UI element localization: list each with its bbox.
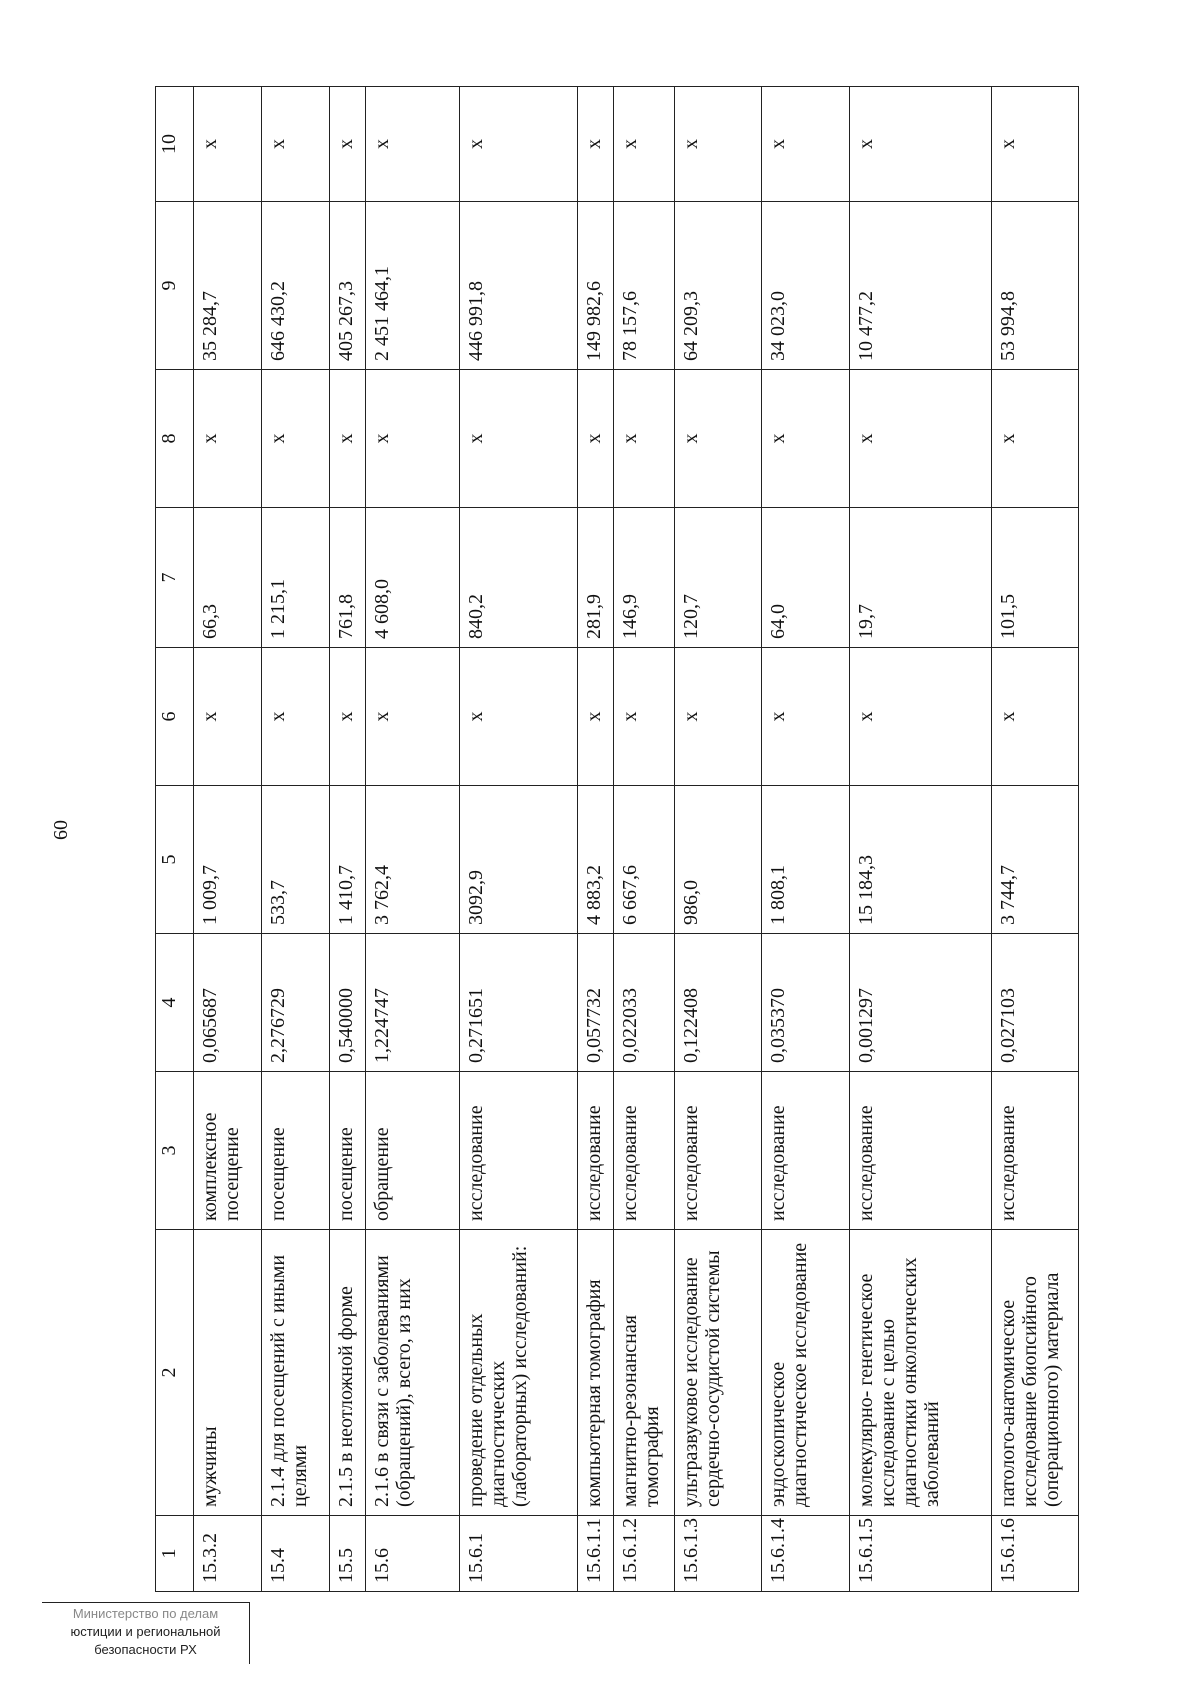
- table-row: [613, 87, 674, 1592]
- table-cell-col-6: х: [194, 648, 262, 786]
- table-cell-col-10: х: [674, 87, 761, 202]
- table-cell-col-5: 1 808,1: [762, 786, 849, 934]
- table-cell-col-1: 15.6.1.5: [849, 1516, 991, 1592]
- header-col-3: 3: [156, 1072, 194, 1230]
- table-cell-col-2: мужчины: [194, 1230, 262, 1516]
- table-cell-col-4: 0,035370: [762, 934, 849, 1072]
- table-cell-col-1: 15.3.2: [194, 1516, 262, 1592]
- table-cell-col-1: 15.6: [365, 1516, 459, 1592]
- table-row: [459, 87, 577, 1592]
- table-cell-col-2: 2.1.6 в связи с заболеваниями (обращений), всего, из них: [365, 1230, 459, 1516]
- stamp-line-1: Министерство по делам: [72, 1606, 219, 1621]
- table-cell-col-2: компьютерная томография: [577, 1230, 613, 1516]
- table-cell-col-10: х: [365, 87, 459, 202]
- table-cell-col-6: х: [674, 648, 761, 786]
- table-cell-col-9: 149 982,6: [577, 202, 613, 370]
- table-cell-col-10: х: [261, 87, 329, 202]
- table-cell-col-2: 2.1.5 в неотложной форме: [329, 1230, 365, 1516]
- header-col-4: 4: [156, 934, 194, 1072]
- table-cell-col-2: молекулярно- генетическое исследование с целью диагностики онкологических заболеваний: [849, 1230, 991, 1516]
- table-cell-col-7: 146,9: [613, 508, 674, 648]
- rotated-table-container: [155, 87, 1079, 1592]
- table-row: [329, 87, 365, 1592]
- table-body: [156, 87, 1079, 1592]
- table-cell-col-10: х: [459, 87, 577, 202]
- table-cell-col-7: 840,2: [459, 508, 577, 648]
- table-row: [762, 87, 849, 1592]
- table-cell-col-5: 986,0: [674, 786, 761, 934]
- table-cell-col-10: х: [849, 87, 991, 202]
- table-cell-col-9: 64 209,3: [674, 202, 761, 370]
- table-cell-col-9: 405 267,3: [329, 202, 365, 370]
- table-cell-col-4: 0,065687: [194, 934, 262, 1072]
- table-cell-col-10: х: [762, 87, 849, 202]
- table-cell-col-10: х: [613, 87, 674, 202]
- table-cell-col-8: х: [577, 370, 613, 508]
- table-cell-col-4: 0,022033: [613, 934, 674, 1072]
- table-cell-col-4: 0,057732: [577, 934, 613, 1072]
- table-row: [365, 87, 459, 1592]
- header-col-6: 6: [156, 648, 194, 786]
- table-cell-col-8: х: [365, 370, 459, 508]
- table-cell-col-3: исследование: [991, 1072, 1078, 1230]
- table-cell-col-1: 15.6.1.1: [577, 1516, 613, 1592]
- table-cell-col-10: х: [991, 87, 1078, 202]
- table-cell-col-6: х: [261, 648, 329, 786]
- table-row: [849, 87, 991, 1592]
- table-cell-col-5: 1 009,7: [194, 786, 262, 934]
- table-cell-col-10: х: [329, 87, 365, 202]
- table-cell-col-8: х: [991, 370, 1078, 508]
- table-cell-col-8: х: [674, 370, 761, 508]
- table-cell-col-9: 78 157,6: [613, 202, 674, 370]
- table-cell-col-7: 19,7: [849, 508, 991, 648]
- table-cell-col-8: х: [762, 370, 849, 508]
- table-cell-col-5: 3 744,7: [991, 786, 1078, 934]
- table-cell-col-5: 1 410,7: [329, 786, 365, 934]
- stamp-line-3: безопасности РХ: [94, 1642, 197, 1657]
- table-cell-col-3: исследование: [762, 1072, 849, 1230]
- table-cell-col-4: 1,224747: [365, 934, 459, 1072]
- table-cell-col-5: 15 184,3: [849, 786, 991, 934]
- header-col-9: 9: [156, 202, 194, 370]
- table-cell-col-3: посещение: [261, 1072, 329, 1230]
- table-cell-col-6: х: [613, 648, 674, 786]
- header-row: [156, 87, 194, 1592]
- header-col-7: 7: [156, 508, 194, 648]
- table-cell-col-3: исследование: [577, 1072, 613, 1230]
- header-col-2: 2: [156, 1230, 194, 1516]
- table-cell-col-5: 533,7: [261, 786, 329, 934]
- header-col-5: 5: [156, 786, 194, 934]
- header-col-1: 1: [156, 1516, 194, 1592]
- table-row: [991, 87, 1078, 1592]
- table-cell-col-1: 15.6.1: [459, 1516, 577, 1592]
- table-cell-col-6: х: [762, 648, 849, 786]
- table-cell-col-3: исследование: [674, 1072, 761, 1230]
- table-cell-col-1: 15.5: [329, 1516, 365, 1592]
- table-cell-col-2: эндоскопическое диагностическое исследование: [762, 1230, 849, 1516]
- table-cell-col-9: 446 991,8: [459, 202, 577, 370]
- table-cell-col-4: 2,276729: [261, 934, 329, 1072]
- table-cell-col-4: 0,122408: [674, 934, 761, 1072]
- table-cell-col-1: 15.6.1.3: [674, 1516, 761, 1592]
- table-cell-col-7: 120,7: [674, 508, 761, 648]
- table-cell-col-1: 15.6.1.2: [613, 1516, 674, 1592]
- table-cell-col-2: 2.1.4 для посещений с иными целями: [261, 1230, 329, 1516]
- table-cell-col-8: х: [194, 370, 262, 508]
- table-cell-col-7: 64,0: [762, 508, 849, 648]
- ministry-stamp: [42, 1602, 250, 1664]
- table-cell-col-3: обращение: [365, 1072, 459, 1230]
- table-cell-col-2: ультразвуковое исследование сердечно-сосудистой системы: [674, 1230, 761, 1516]
- header-col-10: 10: [156, 87, 194, 202]
- table-cell-col-9: 35 284,7: [194, 202, 262, 370]
- table-cell-col-5: 4 883,2: [577, 786, 613, 934]
- table-cell-col-3: исследование: [613, 1072, 674, 1230]
- table-row: [674, 87, 761, 1592]
- table-cell-col-2: магнитно-резонансная томография: [613, 1230, 674, 1516]
- table-cell-col-6: х: [329, 648, 365, 786]
- table-cell-col-8: х: [329, 370, 365, 508]
- table-cell-col-5: 6 667,6: [613, 786, 674, 934]
- table-cell-col-8: х: [459, 370, 577, 508]
- table-cell-col-7: 1 215,1: [261, 508, 329, 648]
- table-cell-col-5: 3 762,4: [365, 786, 459, 934]
- table-row: [577, 87, 613, 1592]
- table-cell-col-6: х: [577, 648, 613, 786]
- table-cell-col-6: х: [459, 648, 577, 786]
- table-cell-col-8: х: [261, 370, 329, 508]
- table-cell-col-2: патолого-анатомическое исследование биопсийного (операционного) материала: [991, 1230, 1078, 1516]
- table-cell-col-7: 761,8: [329, 508, 365, 648]
- table-cell-col-9: 2 451 464,1: [365, 202, 459, 370]
- table-cell-col-7: 281,9: [577, 508, 613, 648]
- table-cell-col-1: 15.4: [261, 1516, 329, 1592]
- table-cell-col-1: 15.6.1.6: [991, 1516, 1078, 1592]
- table-cell-col-3: посещение: [329, 1072, 365, 1230]
- table-cell-col-6: х: [991, 648, 1078, 786]
- page-number: 60: [50, 820, 72, 840]
- table-cell-col-9: 646 430,2: [261, 202, 329, 370]
- table-cell-col-7: 101,5: [991, 508, 1078, 648]
- table-cell-col-3: комплексное посещение: [194, 1072, 262, 1230]
- table-cell-col-4: 0,271651: [459, 934, 577, 1072]
- table-cell-col-7: 66,3: [194, 508, 262, 648]
- table-cell-col-4: 0,027103: [991, 934, 1078, 1072]
- table-cell-col-1: 15.6.1.4: [762, 1516, 849, 1592]
- table-cell-col-7: 4 608,0: [365, 508, 459, 648]
- table-cell-col-3: исследование: [459, 1072, 577, 1230]
- table-row: [261, 87, 329, 1592]
- table-cell-col-8: х: [849, 370, 991, 508]
- table-row: [194, 87, 262, 1592]
- table-cell-col-8: х: [613, 370, 674, 508]
- stamp-line-2: юстиции и региональной: [70, 1624, 221, 1639]
- table-cell-col-4: 0,540000: [329, 934, 365, 1072]
- table-cell-col-10: х: [577, 87, 613, 202]
- table-cell-col-6: х: [365, 648, 459, 786]
- table-cell-col-3: исследование: [849, 1072, 991, 1230]
- table-cell-col-6: х: [849, 648, 991, 786]
- table-cell-col-10: х: [194, 87, 262, 202]
- table-cell-col-9: 53 994,8: [991, 202, 1078, 370]
- tariff-table: [155, 86, 1079, 1592]
- table-cell-col-9: 10 477,2: [849, 202, 991, 370]
- table-cell-col-5: 3092,9: [459, 786, 577, 934]
- table-cell-col-4: 0,001297: [849, 934, 991, 1072]
- table-cell-col-2: проведение отдельных диагностических (лабораторных) исследований:: [459, 1230, 577, 1516]
- header-col-8: 8: [156, 370, 194, 508]
- table-cell-col-9: 34 023,0: [762, 202, 849, 370]
